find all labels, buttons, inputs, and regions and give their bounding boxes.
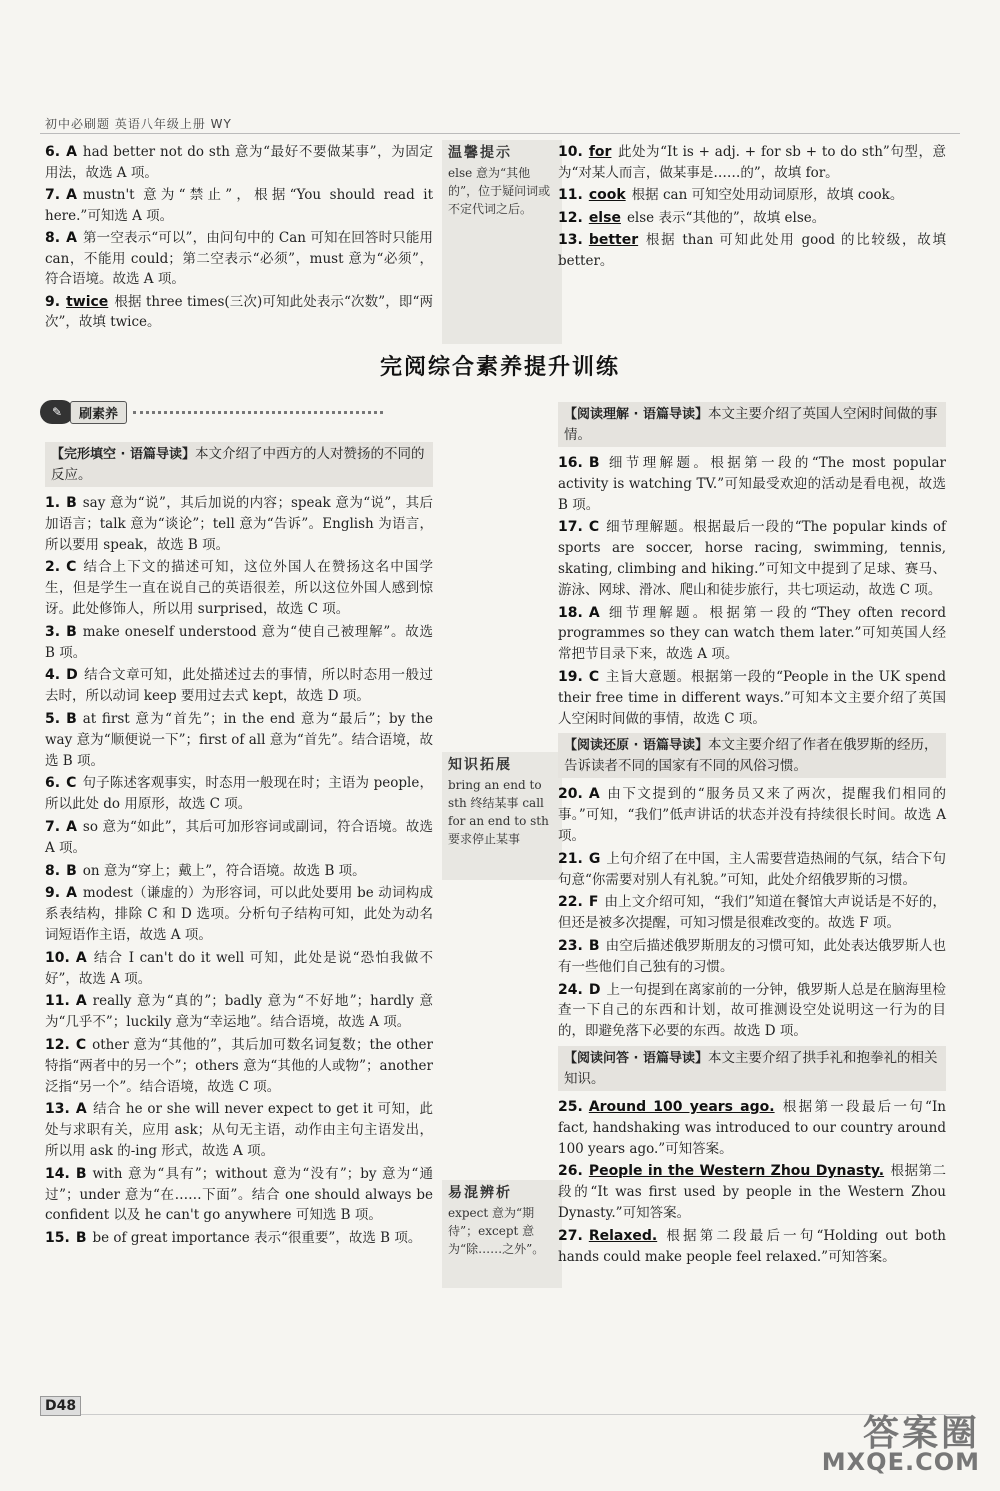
badge	[40, 400, 383, 424]
answer-item: 20. A 由下文提到的“服务员又来了两次，提醒我们相同的事。”可知，“我们”低声讲话的状态并没有持续很长时间。故选 A 项。	[558, 786, 946, 844]
knowledge-note-title: 知识拓展	[448, 757, 512, 773]
answer-item: 9. A modest（谦虚的）为形容词，可以此处要用 be 动词构成系表结构，排除 C 和 D 选项。分析句子结构可知，此处为动名词短语作主语，故选 A 项。	[45, 885, 433, 943]
page-number: D48	[40, 1396, 81, 1416]
answer-item: 19. C 主旨大意题。根据第一段的“People in the UK spend their free time in different ways.”可知本文主要介绍了英国人空闲时间做的事情，故选 C 项。	[558, 668, 946, 727]
answer-item: 21. G 上句介绍了在中国，主人需要营造热闹的气氛，结合下句句意“你需要对别人有礼貌。”可知，此处介绍俄罗斯的习惯。	[558, 850, 946, 888]
passage-intro: 【阅读问答 · 语篇导读】本文主要介绍了拱手礼和抱拳礼的相关知识。	[558, 1046, 946, 1091]
answer-item: 12. C other 意为“其他的”，其后加可数名词复数；the other 特指“两者中的另一个”；others 意为“其他的人或物”；another 泛指“另一个”。结合语境，故选 C 项。	[45, 1036, 433, 1095]
tip-note	[442, 140, 562, 344]
confuse-note-body: expect 意为“期待”；except 意为“除……之外”。	[448, 1206, 545, 1256]
confuse-note-title: 易混辨析	[448, 1185, 512, 1201]
watermark	[821, 1413, 980, 1476]
answer-item: 13. better 根据 than 可知此处用 good 的比较级，故填 better。	[558, 232, 946, 269]
answer-item: 12. else else 表示“其他的”，故填 else。	[558, 209, 826, 226]
tip-note-body: else 意为“其他的”，位于疑问词或不定代词之后。	[448, 166, 551, 216]
dotted-divider	[133, 411, 383, 414]
answer-item: 4. D 结合文章可知，此处描述过去的事情，所以时态用一般过去时，所以动词 keep 要用过去式 kept，故选 D 项。	[45, 667, 433, 705]
footer-rule	[40, 1414, 960, 1415]
running-header: 初中必刷题 英语八年级上册 WY	[45, 117, 232, 131]
passage-intro: 【阅读理解 · 语篇导读】本文主要介绍了英国人空闲时间做的事情。	[558, 402, 946, 447]
passage-intro: 【完形填空 · 语篇导读】本文介绍了中西方的人对赞扬的不同的反应。	[45, 442, 433, 487]
answer-item: 8. A 第一空表示“可以”，由问句中的 Can 可知在回答时只能用 can，不能用 could；第二空表示“必须”，must 意为“必须”，符合语境。故选 A 项。	[45, 230, 433, 287]
answer-item: 14. B with 意为“具有”；without 意为“没有”；by 意为“通过”；under 意为“在……下面”。结合 one should always be confident 以及 he can't go anywhere 可知选 B 项。	[45, 1165, 433, 1224]
top-left-column	[45, 142, 433, 335]
answer-item: 11. A really 意为“真的”；badly 意为“不好地”；hardly 意为“几乎不”；luckily 意为“幸运地”。结合语境，故选 A 项。	[45, 993, 433, 1031]
answer-item: 6. C 句子陈述客观事实，时态用一般现在时；主语为 people，所以此处 do 用原形，故选 C 项。	[45, 775, 433, 813]
passage-intro: 【阅读还原 · 语篇导读】本文主要介绍了作者在俄罗斯的经历，告诉读者不同的国家有不同的风俗习惯。	[558, 733, 946, 778]
header-rule	[40, 133, 960, 134]
pencil-icon: ✎	[40, 400, 74, 424]
answer-item: 3. B make oneself understood 意为“使自己被理解”。故选 B 项。	[45, 623, 433, 661]
section-title: 完阅综合素养提升训练	[379, 355, 620, 380]
watermark-logo-text: 答案圈	[862, 1413, 980, 1454]
answer-item: 11. cook 根据 can 可知空处用动词原形，故填 cook。	[558, 187, 904, 203]
knowledge-note-body: bring an end to sth 终结某事 call for an end to sth 要求停止某事	[448, 778, 549, 846]
answer-item: 25. Around 100 years ago. 根据第一段最后一句“In fact, handshaking was introduced to our country around 100 years ago.”可知答案。	[558, 1098, 946, 1157]
answer-item: 8. B on 意为“穿上；戴上”，符合语境。故选 B 项。	[45, 862, 366, 879]
answer-item: 1. B say 意为“说”，其后加说的内容；speak 意为“说”，其后加语言；talk 意为“谈论”；tell 意为“告诉”。English 为语言，所以要用 speak，故选 B 项。	[45, 495, 433, 553]
answer-item: 6. A had better not do sth 意为“最好不要做某事”，为固定用法，故选 A 项。	[45, 144, 433, 181]
main-right-column	[558, 398, 946, 1269]
answer-item: 13. A 结合 he or she will never expect to get it 可知，此处与求职有关，应用 ask；从句无主语，动作由主句主语发出，所以用 ask 的-ing 形式，故选 A 项。	[45, 1101, 433, 1159]
answer-item: 23. B 由空后描述俄罗斯朋友的习惯可知，此处表达俄罗斯人也有一些他们自己独有的习惯。	[558, 937, 946, 975]
answer-item: 22. F 由上文介绍可知，“我们”知道在餐馆大声说话是不好的，但还是被多次提醒，可知习惯是很难改变的。故选 F 项。	[558, 894, 946, 932]
main-left-column	[45, 438, 433, 1251]
answer-item: 7. A mustn't 意为“禁止”，根据“You should read it here.”可知选 A 项。	[45, 187, 433, 224]
badge-label: 刷素养	[70, 401, 127, 424]
answer-item: 24. D 上一句提到在离家前的一分钟，俄罗斯人总是在脑海里检查一下自己的东西和计划，故可推测设空处说明这一行为的目的，即避免落下必要的东西。故选 D 项。	[558, 981, 946, 1040]
answer-item: 10. for 此处为“It is + adj. + for sb + to do sth”句型，意为“对某人而言，做某事是……的”，故填 for。	[558, 144, 946, 181]
answer-item: 5. B at first 意为“首先”；in the end 意为“最后”；by the way 意为“顺便说一下”；first of all 意为“首先”。结合语境，故选 B 项。	[45, 710, 433, 769]
answer-item: 17. C 细节理解题。根据最后一段的“The popular kinds of sports are soccer, horse racing, swimming, tennis, skating, climbing and hiking.”可知文中提到了足球、赛马、游泳、网球、滑冰、爬山和徒步旅行，共七项运动，故选 C 项。	[558, 519, 946, 598]
tip-note-title: 温馨提示	[448, 145, 512, 161]
answer-item: 9. twice 根据 three times(三次)可知此处表示“次数”，即“两次”，故填 twice。	[45, 293, 433, 330]
watermark-url: MXQE.COM	[821, 1448, 980, 1476]
confuse-note	[442, 1180, 562, 1288]
answer-item: 18. A 细节理解题。根据第一段的“They often record programmes so they can watch them later.”可知英国人经常把节目录下来，故选 A 项。	[558, 604, 946, 663]
answer-item: 27. Relaxed. 根据第二段最后一句“Holding out both hands could make people feel relaxed.”可知答案。	[558, 1227, 946, 1265]
answer-item: 26. People in the Western Zhou Dynasty. 根据第二段的“It was first used by people in the Western Zhou Dynasty.”可知答案。	[558, 1163, 947, 1221]
knowledge-note	[442, 752, 562, 880]
answer-item: 7. A so 意为“如此”，其后可加形容词或副词，符合语境。故选 A 项。	[45, 818, 433, 856]
answer-item: 2. C 结合上下文的描述可知，这位外国人在赞扬这名中国学生，但是学生一直在说自己的英语很差，所以这位外国人感到惊讶。此处修饰人，所以用 surprised，故选 C 项。	[45, 559, 433, 617]
top-right-column	[558, 142, 946, 273]
answer-item: 10. A 结合 I can't do it well 可知，此处是说“恐怕我做不好”，故选 A 项。	[45, 949, 433, 987]
answer-item: 15. B be of great importance 表示“很重要”，故选 B 项。	[45, 1230, 422, 1247]
answer-item: 16. B 细节理解题。根据第一段的“The most popular activity is watching TV.”可知最受欢迎的活动是看电视，故选 B 项。	[558, 455, 946, 513]
